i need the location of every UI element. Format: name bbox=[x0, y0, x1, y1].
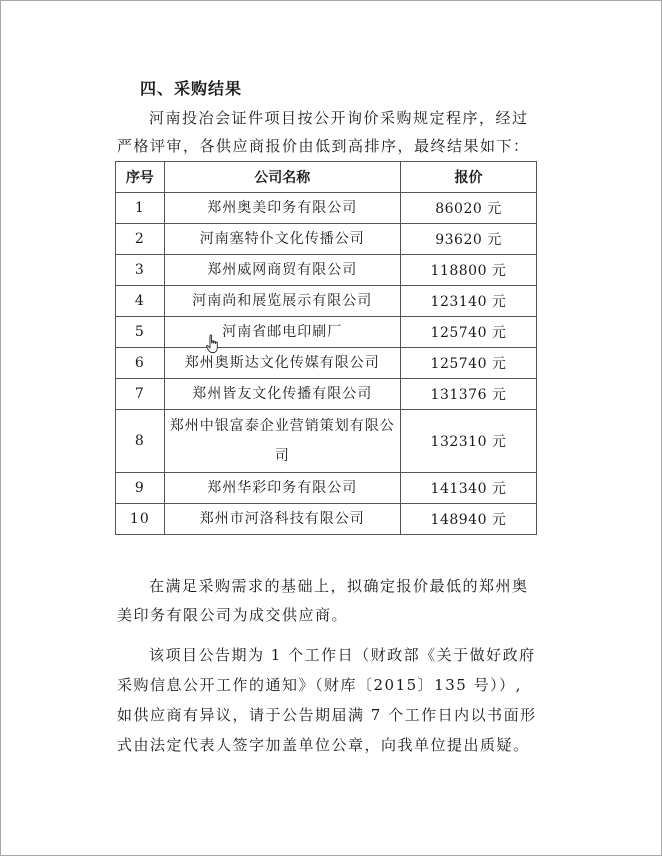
row-price: 125740 元 bbox=[400, 348, 536, 379]
header-company: 公司名称 bbox=[164, 162, 400, 193]
row-no: 2 bbox=[116, 224, 165, 255]
table-row bbox=[116, 193, 537, 224]
table-header-row bbox=[116, 162, 537, 193]
row-price: 118800 元 bbox=[400, 255, 536, 286]
row-no: 8 bbox=[116, 410, 165, 473]
table-row bbox=[116, 473, 537, 504]
row-price: 141340 元 bbox=[400, 473, 536, 504]
table-row bbox=[116, 504, 537, 535]
row-company: 郑州市河洛科技有限公司 bbox=[164, 504, 400, 535]
row-price: 86020 元 bbox=[400, 193, 536, 224]
intro-paragraph: 河南投冶会证件项目按公开询价采购规定程序，经过严格评审，各供应商报价由低到高排序，最终结果如下： bbox=[117, 109, 530, 155]
table-row bbox=[116, 224, 537, 255]
results-table bbox=[115, 161, 537, 535]
row-no: 9 bbox=[116, 473, 165, 504]
table-row bbox=[116, 255, 537, 286]
header-no: 序号 bbox=[116, 162, 165, 193]
table-row bbox=[116, 348, 537, 379]
row-no: 7 bbox=[116, 379, 165, 410]
table-row bbox=[116, 317, 537, 348]
row-no: 5 bbox=[116, 317, 165, 348]
row-no: 6 bbox=[116, 348, 165, 379]
table-row bbox=[116, 286, 537, 317]
row-company: 河南塞特仆文化传播公司 bbox=[164, 224, 400, 255]
row-company: 郑州华彩印务有限公司 bbox=[164, 473, 400, 504]
row-price: 131376 元 bbox=[400, 379, 536, 410]
row-no: 1 bbox=[116, 193, 165, 224]
notice-paragraph: 该项目公告期为 1 个工作日（财政部《关于做好政府采购信息公开工作的通知》（财库〔2015〕135 号））,如供应商有异议，请于公告期届满 7 个工作日内以书面形式由法定代表人签字加盖单位公章，向我单位提出质疑。 bbox=[117, 646, 537, 754]
row-no: 3 bbox=[116, 255, 165, 286]
row-company: 郑州奥美印务有限公司 bbox=[164, 193, 400, 224]
table-row bbox=[116, 379, 537, 410]
row-price: 125740 元 bbox=[400, 317, 536, 348]
row-company: 郑州威网商贸有限公司 bbox=[164, 255, 400, 286]
row-company: 郑州奥斯达文化传媒有限公司 bbox=[164, 348, 400, 379]
row-company: 河南省邮电印刷厂 bbox=[164, 317, 400, 348]
row-company: 郑州中银富泰企业营销策划有限公司 bbox=[164, 410, 400, 473]
row-price: 132310 元 bbox=[400, 410, 536, 473]
row-company: 河南尚和展览展示有限公司 bbox=[164, 286, 400, 317]
row-price: 123140 元 bbox=[400, 286, 536, 317]
row-company: 郑州皆友文化传播有限公司 bbox=[164, 379, 400, 410]
decision-paragraph: 在满足采购需求的基础上，拟确定报价最低的郑州奥美印务有限公司为成交供应商。 bbox=[117, 577, 529, 624]
section-heading: 四、采购结果 bbox=[140, 79, 243, 98]
header-price: 报价 bbox=[400, 162, 536, 193]
row-price: 148940 元 bbox=[400, 504, 536, 535]
table-row bbox=[116, 410, 537, 473]
row-price: 93620 元 bbox=[400, 224, 536, 255]
row-no: 4 bbox=[116, 286, 165, 317]
row-no: 10 bbox=[116, 504, 165, 535]
hand-pointer-icon bbox=[205, 334, 221, 354]
